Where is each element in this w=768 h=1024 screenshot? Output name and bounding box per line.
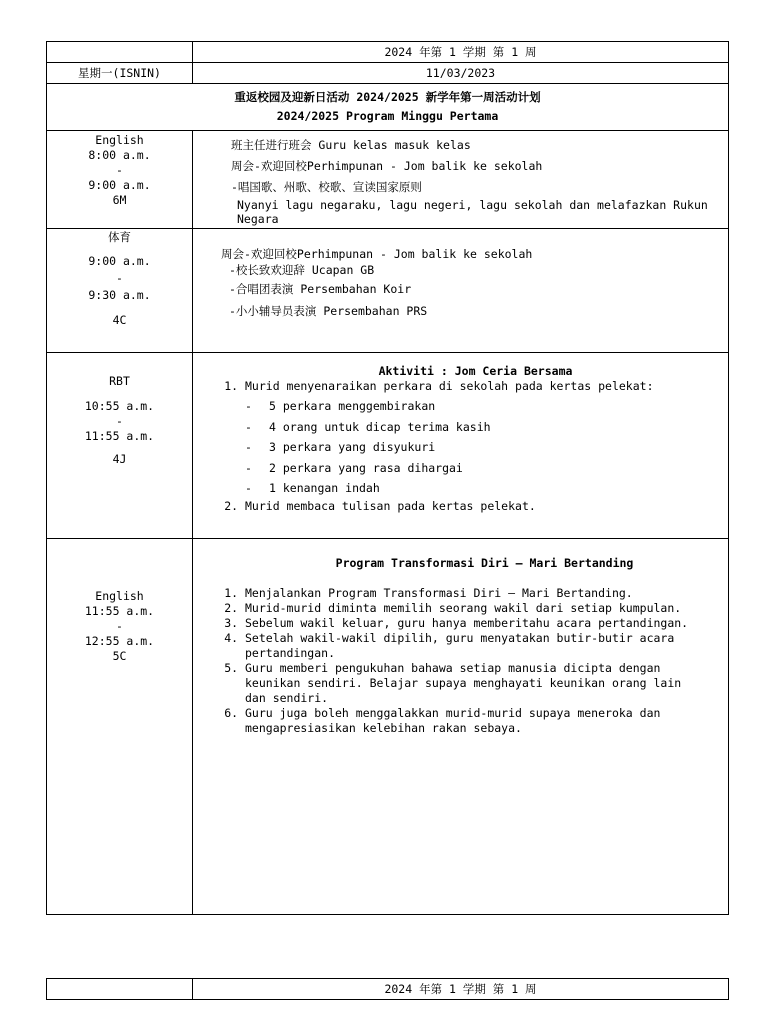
class-label: 6M — [112, 193, 127, 207]
class-label: 5C — [112, 649, 127, 663]
term-week-row — [47, 42, 729, 63]
activity-line: -合唱团表演 Persembahan Koir — [229, 282, 412, 296]
activity-line: 班主任进行班会 Guru kelas masuk kelas — [231, 138, 471, 152]
title-row — [47, 84, 729, 131]
activity-line: Nyanyi lagu negaraku, lagu negeri, lagu sekolah dan melafazkan Rukun Negara — [237, 198, 708, 226]
start-time: 8:00 a.m. — [88, 148, 151, 162]
date-label: 11/03/2023 — [193, 63, 729, 84]
sub-list-item: - 2 perkara yang rasa dihargai — [245, 458, 728, 479]
time-dash: - — [116, 163, 123, 177]
activity-list — [193, 499, 728, 514]
sub-list-item: - 4 orang untuk dicap terima kasih — [245, 417, 728, 438]
term-week-label: 2024 年第 1 学期 第 1 周 — [193, 42, 729, 63]
activity-line: -小小辅导员表演 Persembahan PRS — [229, 304, 428, 318]
title-malay: 2024/2025 Program Minggu Pertama — [276, 109, 499, 123]
end-time: 11:55 a.m. — [84, 429, 155, 443]
time-dash: - — [116, 414, 123, 428]
list-item: 2. Murid-murid diminta memilih seorang wakil dari setiap kumpulan. — [245, 601, 698, 616]
time-dash: - — [116, 271, 123, 285]
subject-label: 体育 — [108, 230, 131, 244]
activity-heading: Aktiviti : Jom Ceria Bersama — [378, 364, 573, 378]
subject-label: RBT — [109, 374, 130, 388]
sub-list-item: - 3 perkara yang disyukuri — [245, 437, 728, 458]
sub-list-item: - 5 perkara menggembirakan — [245, 396, 728, 417]
activity-line: -唱国歌、州歌、校歌、宣读国家原则 — [231, 180, 422, 194]
empty-cell — [47, 42, 193, 63]
end-time: 9:00 a.m. — [88, 178, 151, 192]
day-label: 星期一(ISNIN) — [47, 63, 193, 84]
list-item: 5. Guru memberi pengukuhan bahawa setiap manusia dicipta dengan keunikan sendiri. Belajar supaya menghayati keunikan orang lain dan sendiri. — [245, 661, 698, 706]
start-time: 10:55 a.m. — [84, 399, 155, 413]
title-chinese: 重返校园及迎新日活动 2024/2025 新学年第一周活动计划 — [234, 90, 541, 104]
list-item: 3. Sebelum wakil keluar, guru hanya memberitahu acara pertandingan. — [245, 616, 698, 631]
activity-line: 周会-欢迎回校Perhimpunan - Jom balik ke sekolah — [221, 247, 533, 261]
schedule-row-4 — [47, 539, 729, 915]
schedule-table — [46, 41, 729, 915]
list-item: 1. Murid menyenaraikan perkara di sekolah pada kertas pelekat: — [245, 379, 728, 394]
day-date-row — [47, 63, 729, 84]
end-time: 12:55 a.m. — [84, 634, 155, 648]
class-label: 4J — [112, 452, 127, 466]
subject-label: English — [95, 133, 144, 147]
footer-table — [46, 978, 729, 1000]
footer-row — [47, 979, 729, 1000]
schedule-row-1 — [47, 131, 729, 229]
sub-list-item: - 1 kenangan indah — [245, 478, 728, 499]
list-item: 1. Menjalankan Program Transformasi Diri – Mari Bertanding. — [245, 586, 698, 601]
sub-list — [193, 396, 728, 499]
list-item: 4. Setelah wakil-wakil dipilih, guru menyatakan butir-butir acara pertandingan. — [245, 631, 698, 661]
time-dash: - — [116, 619, 123, 633]
activity-line: 周会-欢迎回校Perhimpunan - Jom balik ke sekolah — [231, 159, 543, 173]
footer-term-week: 2024 年第 1 学期 第 1 周 — [193, 979, 729, 1000]
activity-line: -校长致欢迎辞 Ucapan GB — [229, 263, 375, 277]
start-time: 9:00 a.m. — [88, 254, 151, 268]
schedule-row-3 — [47, 353, 729, 539]
end-time: 9:30 a.m. — [88, 288, 151, 302]
list-item: 6. Guru juga boleh menggalakkan murid-murid supaya meneroka dan mengapresiasikan kelebihan rakan sebaya. — [245, 706, 698, 736]
list-item: 2. Murid membaca tulisan pada kertas pelekat. — [245, 499, 728, 514]
activity-list — [193, 586, 728, 736]
empty-cell — [47, 979, 193, 1000]
class-label: 4C — [112, 313, 127, 327]
start-time: 11:55 a.m. — [84, 604, 155, 618]
subject-label: English — [95, 589, 144, 603]
activity-list — [193, 379, 728, 394]
activity-heading: Program Transformasi Diri — Mari Bertanding — [335, 556, 634, 570]
schedule-row-2 — [47, 229, 729, 353]
